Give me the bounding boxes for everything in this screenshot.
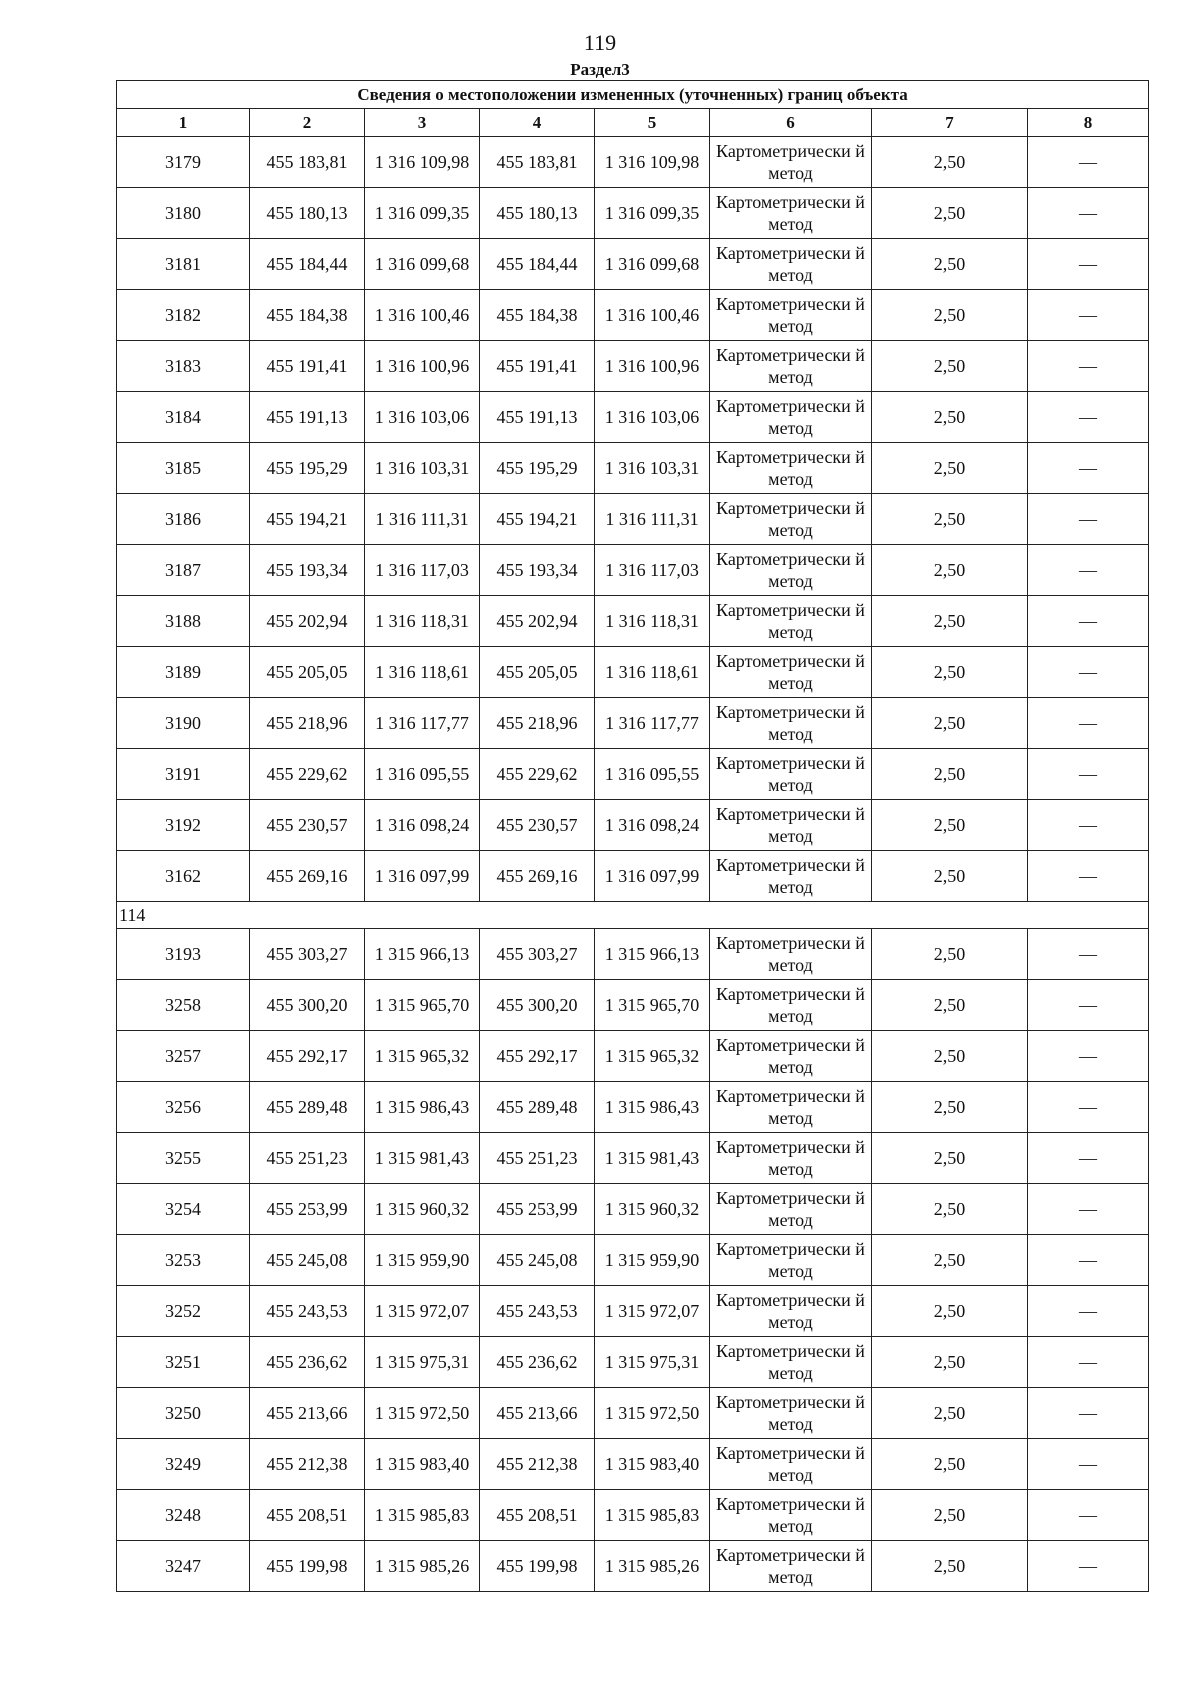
accuracy-cell: 2,50 (872, 1082, 1028, 1133)
accuracy-cell: 2,50 (872, 1439, 1028, 1490)
method-cell: Картометрически й метод (710, 1439, 872, 1490)
contour-number-cell: 114 (117, 902, 1149, 929)
method-cell: Картометрически й метод (710, 851, 872, 902)
point-number-cell: 3187 (117, 545, 250, 596)
y-old-cell: 1 316 111,31 (365, 494, 480, 545)
table-row (117, 1541, 1149, 1592)
accuracy-cell: 2,50 (872, 698, 1028, 749)
point-number-cell: 3180 (117, 188, 250, 239)
method-cell: Картометрически й метод (710, 290, 872, 341)
x-new-cell: 455 251,23 (480, 1133, 595, 1184)
y-new-cell: 1 316 103,31 (595, 443, 710, 494)
point-number-cell: 3258 (117, 980, 250, 1031)
x-old-cell: 455 183,81 (250, 137, 365, 188)
table-row (117, 1235, 1149, 1286)
y-new-cell: 1 315 975,31 (595, 1337, 710, 1388)
y-old-cell: 1 316 095,55 (365, 749, 480, 800)
table-row (117, 1490, 1149, 1541)
y-new-cell: 1 315 981,43 (595, 1133, 710, 1184)
x-old-cell: 455 251,23 (250, 1133, 365, 1184)
y-old-cell: 1 316 118,31 (365, 596, 480, 647)
y-old-cell: 1 316 103,31 (365, 443, 480, 494)
accuracy-cell: 2,50 (872, 929, 1028, 980)
accuracy-cell: 2,50 (872, 188, 1028, 239)
y-new-cell: 1 316 118,31 (595, 596, 710, 647)
x-old-cell: 455 213,66 (250, 1388, 365, 1439)
description-cell: — (1028, 1541, 1149, 1592)
column-header-5: 5 (595, 109, 710, 137)
y-old-cell: 1 316 103,06 (365, 392, 480, 443)
x-old-cell: 455 236,62 (250, 1337, 365, 1388)
y-new-cell: 1 315 983,40 (595, 1439, 710, 1490)
x-new-cell: 455 208,51 (480, 1490, 595, 1541)
point-number-cell: 3255 (117, 1133, 250, 1184)
accuracy-cell: 2,50 (872, 800, 1028, 851)
description-cell: — (1028, 1490, 1149, 1541)
point-number-cell: 3188 (117, 596, 250, 647)
x-old-cell: 455 180,13 (250, 188, 365, 239)
x-old-cell: 455 184,44 (250, 239, 365, 290)
accuracy-cell: 2,50 (872, 137, 1028, 188)
x-new-cell: 455 193,34 (480, 545, 595, 596)
y-old-cell: 1 315 975,31 (365, 1337, 480, 1388)
page-number: 119 (583, 30, 617, 55)
boundary-table-container (116, 80, 1148, 1592)
accuracy-cell: 2,50 (872, 851, 1028, 902)
y-new-cell: 1 316 099,68 (595, 239, 710, 290)
point-number-cell: 3257 (117, 1031, 250, 1082)
point-number-cell: 3183 (117, 341, 250, 392)
table-row (117, 1388, 1149, 1439)
description-cell: — (1028, 698, 1149, 749)
x-new-cell: 455 289,48 (480, 1082, 595, 1133)
x-new-cell: 455 195,29 (480, 443, 595, 494)
table-row (117, 1286, 1149, 1337)
x-old-cell: 455 199,98 (250, 1541, 365, 1592)
accuracy-cell: 2,50 (872, 392, 1028, 443)
x-new-cell: 455 184,44 (480, 239, 595, 290)
x-old-cell: 455 208,51 (250, 1490, 365, 1541)
y-new-cell: 1 315 966,13 (595, 929, 710, 980)
y-new-cell: 1 316 109,98 (595, 137, 710, 188)
description-cell: — (1028, 749, 1149, 800)
table-row (117, 545, 1149, 596)
table-row (117, 290, 1149, 341)
y-old-cell: 1 316 098,24 (365, 800, 480, 851)
x-new-cell: 455 180,13 (480, 188, 595, 239)
method-cell: Картометрически й метод (710, 137, 872, 188)
point-number-cell: 3191 (117, 749, 250, 800)
accuracy-cell: 2,50 (872, 1133, 1028, 1184)
y-old-cell: 1 316 100,46 (365, 290, 480, 341)
point-number-cell: 3190 (117, 698, 250, 749)
y-old-cell: 1 315 966,13 (365, 929, 480, 980)
description-cell: — (1028, 647, 1149, 698)
point-number-cell: 3247 (117, 1541, 250, 1592)
x-old-cell: 455 245,08 (250, 1235, 365, 1286)
x-new-cell: 455 202,94 (480, 596, 595, 647)
y-old-cell: 1 315 972,07 (365, 1286, 480, 1337)
method-cell: Картометрически й метод (710, 1235, 872, 1286)
description-cell: — (1028, 443, 1149, 494)
method-cell: Картометрически й метод (710, 698, 872, 749)
method-cell: Картометрически й метод (710, 1031, 872, 1082)
boundary-coordinates-table (116, 80, 1149, 1592)
y-new-cell: 1 316 100,96 (595, 341, 710, 392)
x-old-cell: 455 184,38 (250, 290, 365, 341)
y-old-cell: 1 316 100,96 (365, 341, 480, 392)
point-number-cell: 3251 (117, 1337, 250, 1388)
point-number-cell: 3254 (117, 1184, 250, 1235)
accuracy-cell: 2,50 (872, 1235, 1028, 1286)
description-cell: — (1028, 290, 1149, 341)
x-old-cell: 455 191,41 (250, 341, 365, 392)
x-old-cell: 455 212,38 (250, 1439, 365, 1490)
column-header-2: 2 (250, 109, 365, 137)
x-new-cell: 455 212,38 (480, 1439, 595, 1490)
accuracy-cell: 2,50 (872, 290, 1028, 341)
y-old-cell: 1 315 981,43 (365, 1133, 480, 1184)
description-cell: — (1028, 239, 1149, 290)
table-row (117, 1439, 1149, 1490)
x-new-cell: 455 253,99 (480, 1184, 595, 1235)
accuracy-cell: 2,50 (872, 1541, 1028, 1592)
y-new-cell: 1 315 972,07 (595, 1286, 710, 1337)
point-number-cell: 3256 (117, 1082, 250, 1133)
table-row (117, 1133, 1149, 1184)
table-row (117, 494, 1149, 545)
description-cell: — (1028, 1337, 1149, 1388)
contour-group-row (117, 902, 1149, 929)
method-cell: Картометрически й метод (710, 800, 872, 851)
table-row (117, 647, 1149, 698)
x-new-cell: 455 229,62 (480, 749, 595, 800)
x-new-cell: 455 303,27 (480, 929, 595, 980)
method-cell: Картометрически й метод (710, 1286, 872, 1337)
point-number-cell: 3162 (117, 851, 250, 902)
column-header-4: 4 (480, 109, 595, 137)
point-number-cell: 3179 (117, 137, 250, 188)
point-number-cell: 3186 (117, 494, 250, 545)
description-cell: — (1028, 188, 1149, 239)
y-new-cell: 1 315 959,90 (595, 1235, 710, 1286)
x-new-cell: 455 300,20 (480, 980, 595, 1031)
table-row (117, 851, 1149, 902)
x-new-cell: 455 269,16 (480, 851, 595, 902)
point-number-cell: 3193 (117, 929, 250, 980)
accuracy-cell: 2,50 (872, 341, 1028, 392)
y-new-cell: 1 316 103,06 (595, 392, 710, 443)
y-new-cell: 1 315 965,32 (595, 1031, 710, 1082)
accuracy-cell: 2,50 (872, 1490, 1028, 1541)
method-cell: Картометрически й метод (710, 239, 872, 290)
description-cell: — (1028, 1133, 1149, 1184)
table-row (117, 698, 1149, 749)
x-old-cell: 455 195,29 (250, 443, 365, 494)
method-cell: Картометрически й метод (710, 1490, 872, 1541)
point-number-cell: 3248 (117, 1490, 250, 1541)
accuracy-cell: 2,50 (872, 1388, 1028, 1439)
accuracy-cell: 2,50 (872, 443, 1028, 494)
accuracy-cell: 2,50 (872, 749, 1028, 800)
table-row (117, 137, 1149, 188)
accuracy-cell: 2,50 (872, 647, 1028, 698)
table-row (117, 392, 1149, 443)
accuracy-cell: 2,50 (872, 1286, 1028, 1337)
table-row (117, 1082, 1149, 1133)
y-old-cell: 1 316 117,77 (365, 698, 480, 749)
point-number-cell: 3249 (117, 1439, 250, 1490)
point-number-cell: 3252 (117, 1286, 250, 1337)
table-row (117, 188, 1149, 239)
y-old-cell: 1 316 117,03 (365, 545, 480, 596)
accuracy-cell: 2,50 (872, 1337, 1028, 1388)
accuracy-cell: 2,50 (872, 596, 1028, 647)
x-new-cell: 455 213,66 (480, 1388, 595, 1439)
x-old-cell: 455 205,05 (250, 647, 365, 698)
x-new-cell: 455 205,05 (480, 647, 595, 698)
x-old-cell: 455 193,34 (250, 545, 365, 596)
x-new-cell: 455 184,38 (480, 290, 595, 341)
method-cell: Картометрически й метод (710, 980, 872, 1031)
point-number-cell: 3250 (117, 1388, 250, 1439)
method-cell: Картометрически й метод (710, 929, 872, 980)
table-body (117, 137, 1149, 1592)
y-new-cell: 1 316 098,24 (595, 800, 710, 851)
description-cell: — (1028, 545, 1149, 596)
method-cell: Картометрически й метод (710, 749, 872, 800)
x-new-cell: 455 191,13 (480, 392, 595, 443)
point-number-cell: 3185 (117, 443, 250, 494)
x-new-cell: 455 191,41 (480, 341, 595, 392)
y-old-cell: 1 315 983,40 (365, 1439, 480, 1490)
y-old-cell: 1 315 959,90 (365, 1235, 480, 1286)
table-row (117, 749, 1149, 800)
x-old-cell: 455 230,57 (250, 800, 365, 851)
accuracy-cell: 2,50 (872, 545, 1028, 596)
table-row (117, 596, 1149, 647)
x-new-cell: 455 243,53 (480, 1286, 595, 1337)
accuracy-cell: 2,50 (872, 1031, 1028, 1082)
y-new-cell: 1 315 965,70 (595, 980, 710, 1031)
y-new-cell: 1 316 111,31 (595, 494, 710, 545)
table-row (117, 1337, 1149, 1388)
description-cell: — (1028, 929, 1149, 980)
point-number-cell: 3189 (117, 647, 250, 698)
x-old-cell: 455 253,99 (250, 1184, 365, 1235)
description-cell: — (1028, 1388, 1149, 1439)
x-old-cell: 455 191,13 (250, 392, 365, 443)
y-old-cell: 1 315 986,43 (365, 1082, 480, 1133)
method-cell: Картометрически й метод (710, 392, 872, 443)
method-cell: Картометрически й метод (710, 596, 872, 647)
description-cell: — (1028, 1286, 1149, 1337)
y-old-cell: 1 316 118,61 (365, 647, 480, 698)
method-cell: Картометрически й метод (710, 494, 872, 545)
y-new-cell: 1 316 097,99 (595, 851, 710, 902)
description-cell: — (1028, 137, 1149, 188)
method-cell: Картометрически й метод (710, 545, 872, 596)
description-cell: — (1028, 800, 1149, 851)
y-old-cell: 1 315 985,83 (365, 1490, 480, 1541)
method-cell: Картометрически й метод (710, 1184, 872, 1235)
description-cell: — (1028, 392, 1149, 443)
x-old-cell: 455 303,27 (250, 929, 365, 980)
y-old-cell: 1 315 960,32 (365, 1184, 480, 1235)
description-cell: — (1028, 1184, 1149, 1235)
x-old-cell: 455 202,94 (250, 596, 365, 647)
description-cell: — (1028, 1439, 1149, 1490)
x-old-cell: 455 269,16 (250, 851, 365, 902)
accuracy-cell: 2,50 (872, 494, 1028, 545)
description-cell: — (1028, 341, 1149, 392)
x-new-cell: 455 292,17 (480, 1031, 595, 1082)
x-old-cell: 455 292,17 (250, 1031, 365, 1082)
x-old-cell: 455 243,53 (250, 1286, 365, 1337)
table-title-row (117, 81, 1149, 109)
table-row (117, 929, 1149, 980)
method-cell: Картометрически й метод (710, 1337, 872, 1388)
column-header-6: 6 (710, 109, 872, 137)
x-new-cell: 455 194,21 (480, 494, 595, 545)
point-number-cell: 3181 (117, 239, 250, 290)
y-new-cell: 1 316 099,35 (595, 188, 710, 239)
x-old-cell: 455 218,96 (250, 698, 365, 749)
method-cell: Картометрически й метод (710, 443, 872, 494)
x-new-cell: 455 230,57 (480, 800, 595, 851)
method-cell: Картометрически й метод (710, 1541, 872, 1592)
y-old-cell: 1 315 965,32 (365, 1031, 480, 1082)
x-old-cell: 455 289,48 (250, 1082, 365, 1133)
description-cell: — (1028, 1082, 1149, 1133)
y-old-cell: 1 316 099,68 (365, 239, 480, 290)
y-new-cell: 1 315 985,26 (595, 1541, 710, 1592)
column-number-row (117, 109, 1149, 137)
method-cell: Картометрически й метод (710, 647, 872, 698)
method-cell: Картометрически й метод (710, 1388, 872, 1439)
y-new-cell: 1 315 986,43 (595, 1082, 710, 1133)
column-header-1: 1 (117, 109, 250, 137)
description-cell: — (1028, 980, 1149, 1031)
column-header-7: 7 (872, 109, 1028, 137)
method-cell: Картометрически й метод (710, 188, 872, 239)
table-row (117, 443, 1149, 494)
y-new-cell: 1 316 117,77 (595, 698, 710, 749)
accuracy-cell: 2,50 (872, 980, 1028, 1031)
y-old-cell: 1 315 985,26 (365, 1541, 480, 1592)
column-header-8: 8 (1028, 109, 1149, 137)
description-cell: — (1028, 851, 1149, 902)
table-row (117, 239, 1149, 290)
y-old-cell: 1 315 965,70 (365, 980, 480, 1031)
x-new-cell: 455 236,62 (480, 1337, 595, 1388)
x-new-cell: 455 183,81 (480, 137, 595, 188)
table-row (117, 980, 1149, 1031)
point-number-cell: 3192 (117, 800, 250, 851)
table-row (117, 1184, 1149, 1235)
x-old-cell: 455 229,62 (250, 749, 365, 800)
description-cell: — (1028, 494, 1149, 545)
method-cell: Картометрически й метод (710, 1082, 872, 1133)
table-row (117, 341, 1149, 392)
y-new-cell: 1 315 985,83 (595, 1490, 710, 1541)
y-new-cell: 1 315 960,32 (595, 1184, 710, 1235)
y-new-cell: 1 316 095,55 (595, 749, 710, 800)
x-old-cell: 455 300,20 (250, 980, 365, 1031)
y-new-cell: 1 316 118,61 (595, 647, 710, 698)
table-header (117, 81, 1149, 137)
y-old-cell: 1 316 097,99 (365, 851, 480, 902)
table-row (117, 800, 1149, 851)
y-new-cell: 1 316 117,03 (595, 545, 710, 596)
y-new-cell: 1 316 100,46 (595, 290, 710, 341)
method-cell: Картометрически й метод (710, 341, 872, 392)
description-cell: — (1028, 596, 1149, 647)
y-old-cell: 1 315 972,50 (365, 1388, 480, 1439)
point-number-cell: 3253 (117, 1235, 250, 1286)
column-header-3: 3 (365, 109, 480, 137)
method-cell: Картометрически й метод (710, 1133, 872, 1184)
x-new-cell: 455 218,96 (480, 698, 595, 749)
table-title: Сведения о местоположении измененных (уточненных) границ объекта (117, 81, 1149, 109)
y-old-cell: 1 316 109,98 (365, 137, 480, 188)
table-row (117, 1031, 1149, 1082)
section-heading: Раздел3 (570, 60, 630, 79)
accuracy-cell: 2,50 (872, 239, 1028, 290)
point-number-cell: 3184 (117, 392, 250, 443)
x-new-cell: 455 199,98 (480, 1541, 595, 1592)
description-cell: — (1028, 1235, 1149, 1286)
point-number-cell: 3182 (117, 290, 250, 341)
description-cell: — (1028, 1031, 1149, 1082)
y-new-cell: 1 315 972,50 (595, 1388, 710, 1439)
x-old-cell: 455 194,21 (250, 494, 365, 545)
x-new-cell: 455 245,08 (480, 1235, 595, 1286)
accuracy-cell: 2,50 (872, 1184, 1028, 1235)
y-old-cell: 1 316 099,35 (365, 188, 480, 239)
